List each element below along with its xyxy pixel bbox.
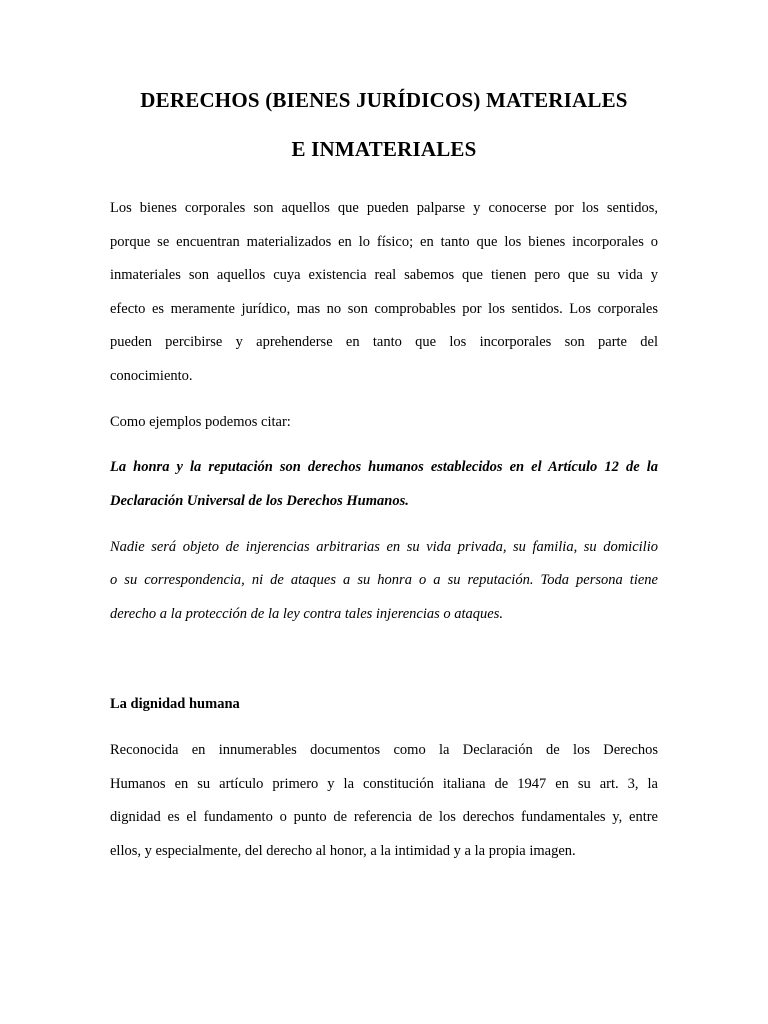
quote-line: derecho a la protección de la ley contra tales injerencias o ataques.: [110, 606, 504, 622]
paragraph-2-line: ellos, y especialmente, del derecho al honor, a la intimidad y a la propia imagen.: [110, 843, 576, 859]
paragraph-1-line: porque se encuentran materializados en lo físico; en tanto que los bienes incorporales o: [110, 234, 658, 250]
paragraph-2-line: Humanos en su artículo primero y la constitución italiana de 1947 en su art. 3, la: [110, 776, 658, 792]
paragraph-2-line: Reconocida en innumerables documentos como la Declaración de los Derechos: [110, 742, 658, 758]
paragraph-1-line: conocimiento.: [110, 368, 193, 384]
document-title-line-2: E INMATERIALES: [291, 137, 477, 161]
section-heading: La dignidad humana: [110, 696, 240, 712]
quote-line: Nadie será objeto de injerencias arbitrarias en su vida privada, su familia, su domicilio: [110, 539, 658, 555]
quote-line: o su correspondencia, ni de ataques a su honra o a su reputación. Toda persona tiene: [110, 572, 658, 588]
paragraph-1-line: Los bienes corporales son aquellos que pueden palparse y conocerse por los sentidos,: [110, 200, 658, 216]
paragraph-1-line: inmateriales son aquellos cuya existencia real sabemos que tienen pero que su vida y: [110, 267, 658, 283]
document-title-line-1: DERECHOS (BIENES JURÍDICOS) MATERIALES: [140, 88, 628, 112]
examples-intro: Como ejemplos podemos citar:: [110, 414, 291, 430]
rights-statement-line: La honra y la reputación son derechos humanos establecidos en el Artículo 12 de la: [110, 459, 658, 475]
rights-statement-line: Declaración Universal de los Derechos Humanos.: [110, 493, 409, 509]
paragraph-1-line: efecto es meramente jurídico, mas no son comprobables por los sentidos. Los corporales: [110, 301, 658, 317]
paragraph-1-line: pueden percibirse y aprehenderse en tanto que los incorporales son parte del: [110, 334, 658, 350]
paragraph-2-line: dignidad es el fundamento o punto de referencia de los derechos fundamentales y, entre: [110, 809, 658, 825]
